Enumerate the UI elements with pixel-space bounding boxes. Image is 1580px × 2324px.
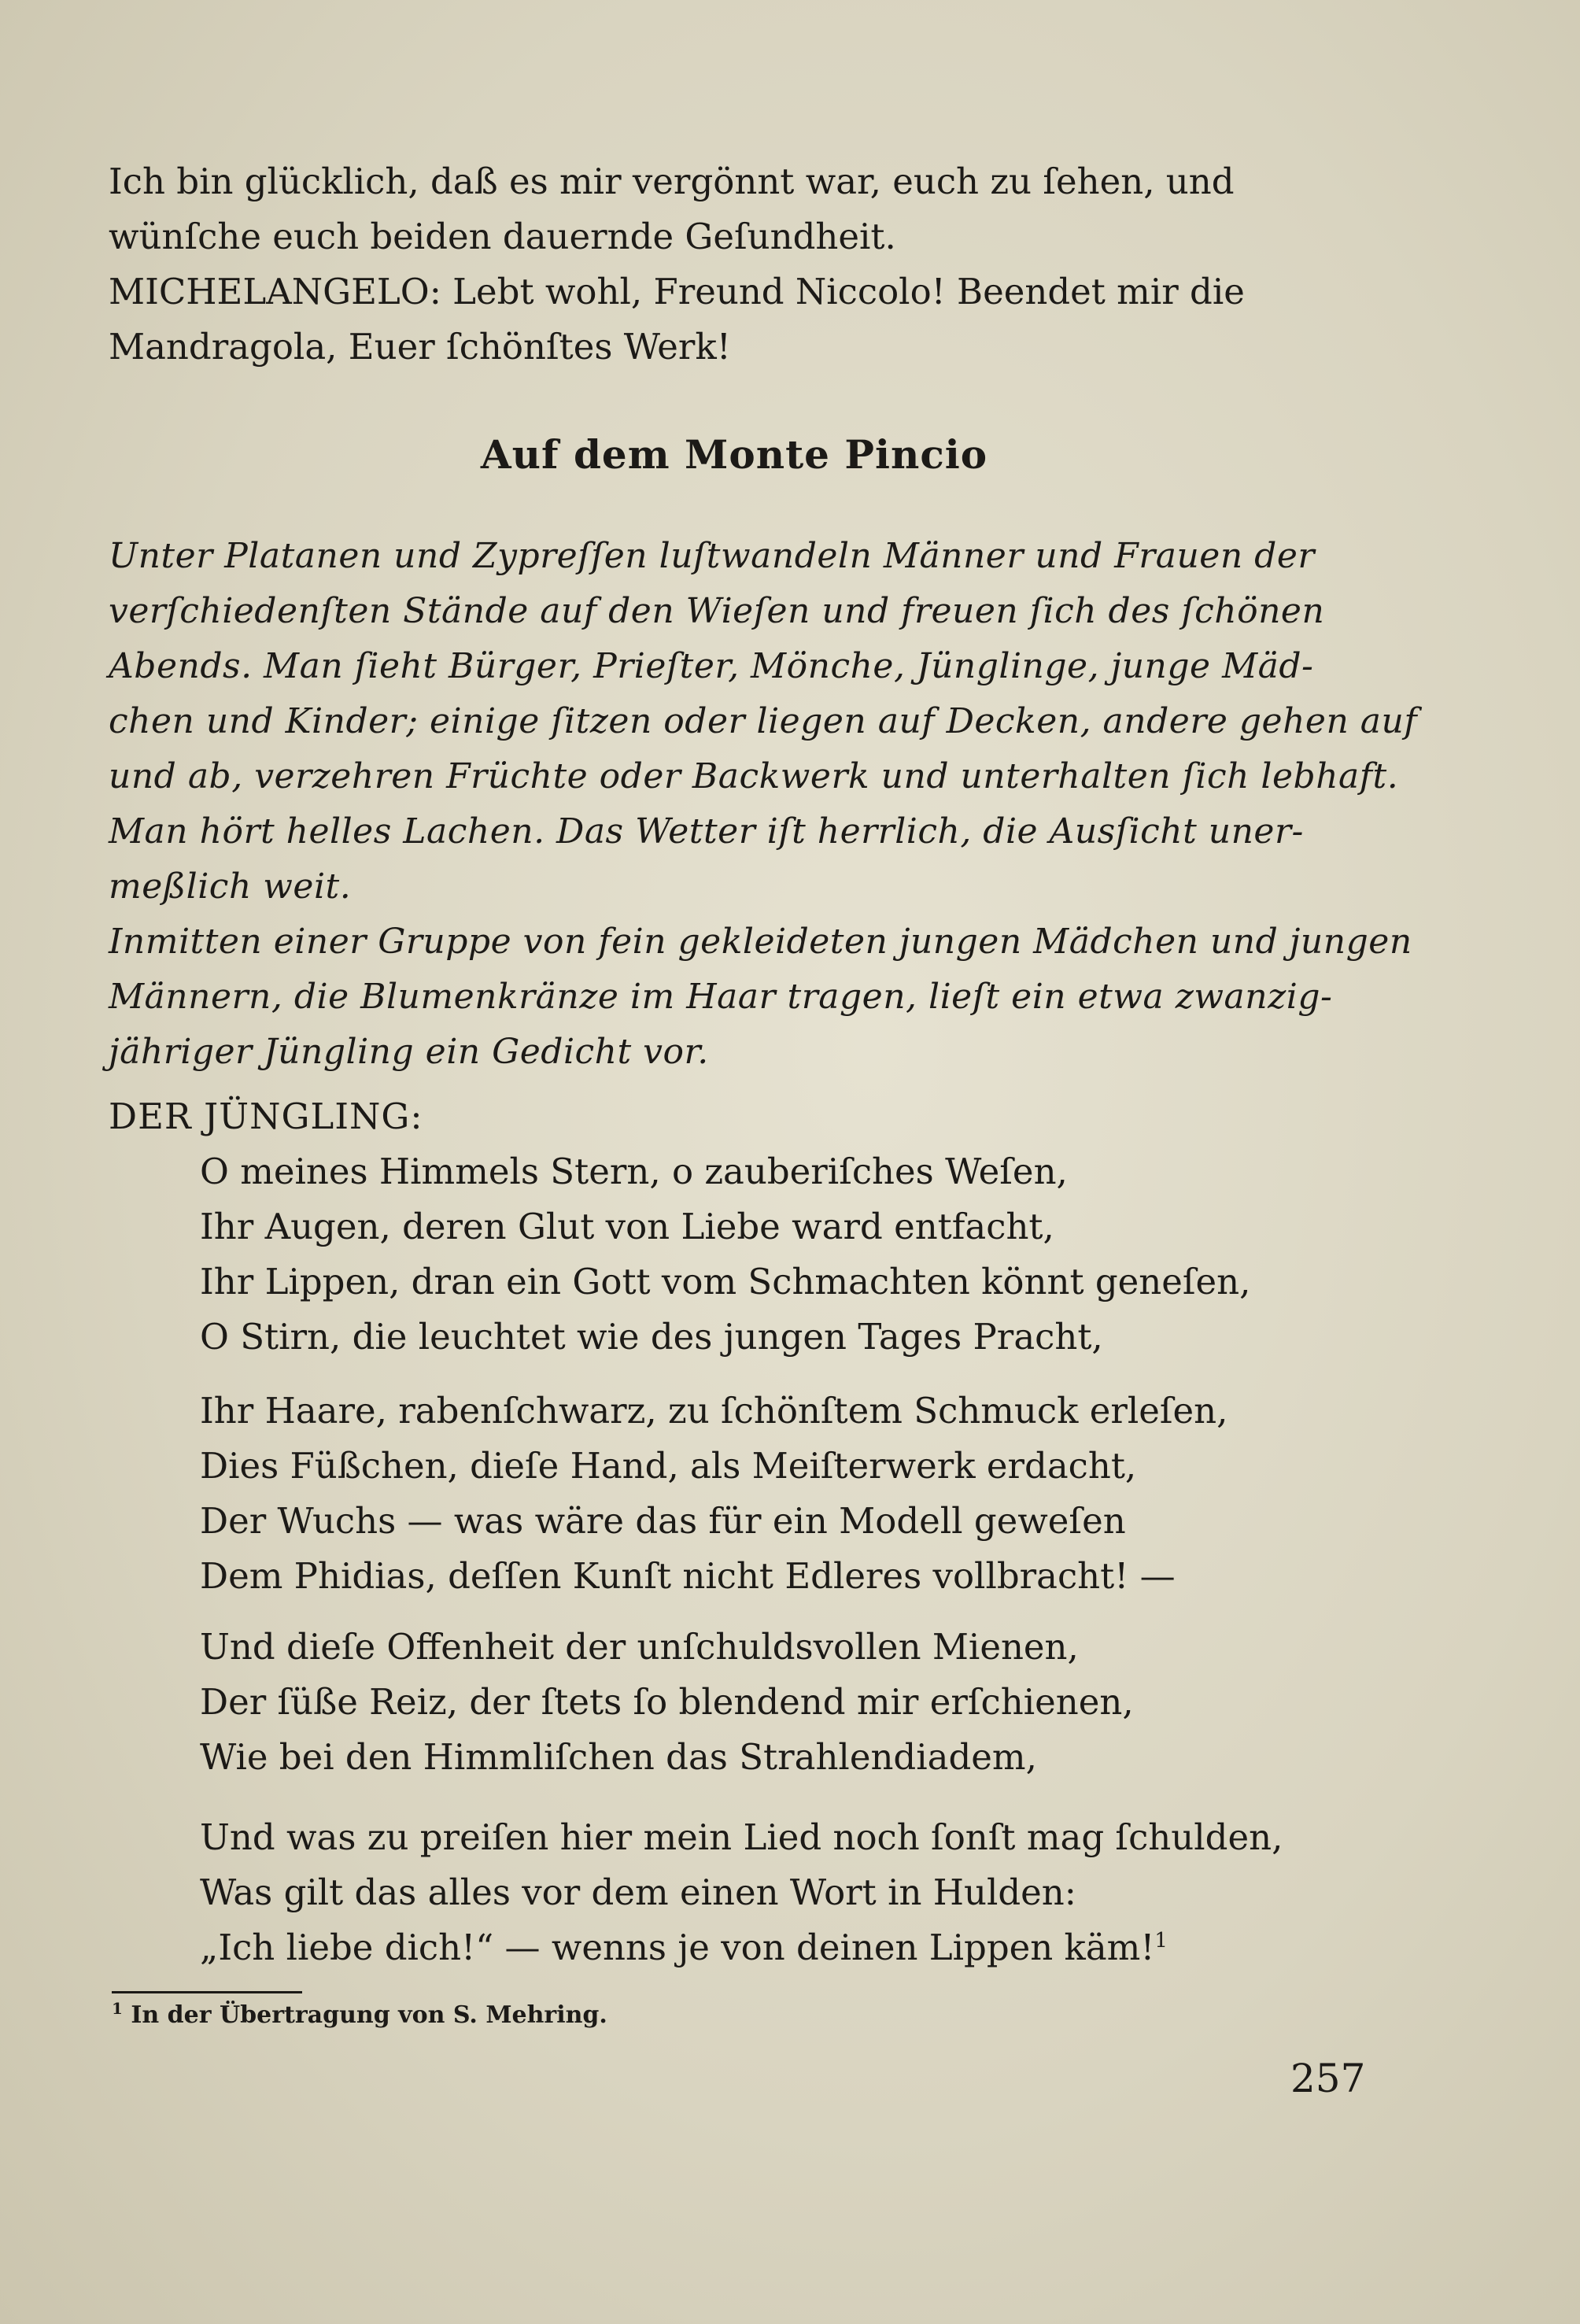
text-line: Inmitten einer Gruppe von fein gekleideten jungen Mädchen und jungen [109, 922, 1412, 962]
text-line: und ab, verzehren Früchte oder Backwerk und unterhalten ſich lebhaft. [109, 756, 1399, 796]
page-number: 257 [1290, 2056, 1366, 2101]
stage-direction [109, 529, 1418, 914]
verse-line: Und dieſe Offenheit der unſchuldsvollen Mienen, [200, 1626, 1079, 1668]
text-line: MICHELANGELO: Lebt wohl, Freund Niccolo! Beendet mir die [109, 271, 1245, 312]
footnote [112, 2000, 607, 2031]
speaker-name: DER JÜNGLING: [109, 1095, 423, 1137]
poem-stanza-4 [200, 1810, 1380, 1975]
text-line: Man hört helles Lachen. Das Wetter iſt herrlich, die Ausſicht uner- [109, 811, 1304, 852]
text-line: Männern, die Blumenkränze im Haar tragen, lieſt ein etwa zwanzig- [109, 977, 1333, 1017]
text-line: wünſche euch beiden dauernde Geſundheit. [109, 216, 896, 257]
verse-line-text: „Ich liebe dich!“ — wenns je von deinen Lippen käm! [200, 1927, 1155, 1968]
verse-line: O meines Himmels Stern, o zauberiſches Weſen, [200, 1151, 1068, 1192]
verse-line: Ihr Haare, rabenſchwarz, zu ſchönſtem Schmuck erleſen, [200, 1390, 1228, 1432]
verse-line [200, 1920, 1380, 1975]
verse-line: Was gilt das alles vor dem einen Wort in Hulden: [200, 1871, 1076, 1913]
verse-line: Dem Phidias, deſſen Kunſt nicht Edleres vollbracht! — [200, 1555, 1176, 1597]
scene-heading: Auf dem Monte Pincio [480, 431, 988, 478]
text-line: Unter Platanen und Zypreſſen luſtwandeln Männer und Frauen der [109, 536, 1315, 576]
footnote-marker: 1 [112, 1999, 123, 2018]
verse-line: Dies Füßchen, dieſe Hand, als Meiſterwerk erdacht, [200, 1445, 1137, 1487]
verse-line: Der ſüße Reiz, der ſtets ſo blendend mir erſchienen, [200, 1681, 1134, 1723]
verse-line: Ihr Lippen, dran ein Gott vom Schmachten könnt geneſen, [200, 1261, 1251, 1302]
speaker-line [109, 1089, 1358, 1144]
verse-line: Der Wuchs — was wäre das für ein Modell geweſen [200, 1500, 1126, 1542]
verse-line: O Stirn, die leuchtet wie des jungen Tages Pracht, [200, 1316, 1103, 1358]
text-line: Ich bin glücklich, daß es mir vergönnt war, euch zu ſehen, und [109, 161, 1235, 202]
stage-direction-2 [109, 914, 1412, 1080]
poem-stanza-1 [200, 1144, 1380, 1365]
poem-stanza-2 [200, 1384, 1380, 1604]
verse-line: Wie bei den Himmliſchen das Strahlendiadem, [200, 1736, 1037, 1778]
footnote-reference: 1 [1154, 1929, 1168, 1953]
poem-stanza-3 [200, 1620, 1380, 1785]
verse-line: Und was zu preiſen hier mein Lied noch ſonſt mag ſchulden, [200, 1816, 1283, 1858]
text-line: meßlich weit. [109, 866, 352, 907]
text-line: Abends. Man ſieht Bürger, Prieſter, Mönche, Jünglinge, junge Mäd- [109, 646, 1314, 686]
text-line: jähriger Jüngling ein Gedicht vor. [109, 1032, 709, 1072]
footnote-divider [112, 1991, 302, 1993]
text-line: Mandragola, Euer ſchönſtes Werk! [109, 326, 731, 368]
text-line: chen und Kinder; einige ſitzen oder liegen auf Decken, andere gehen auf [109, 701, 1418, 741]
footnote-text: In der Übertragung von S. Mehring. [131, 2001, 607, 2029]
opening-paragraph [109, 154, 1358, 375]
text-line: verſchiedenſten Stände auf den Wieſen und freuen ſich des ſchönen [109, 591, 1325, 631]
verse-line: Ihr Augen, deren Glut von Liebe ward entfacht, [200, 1206, 1054, 1247]
